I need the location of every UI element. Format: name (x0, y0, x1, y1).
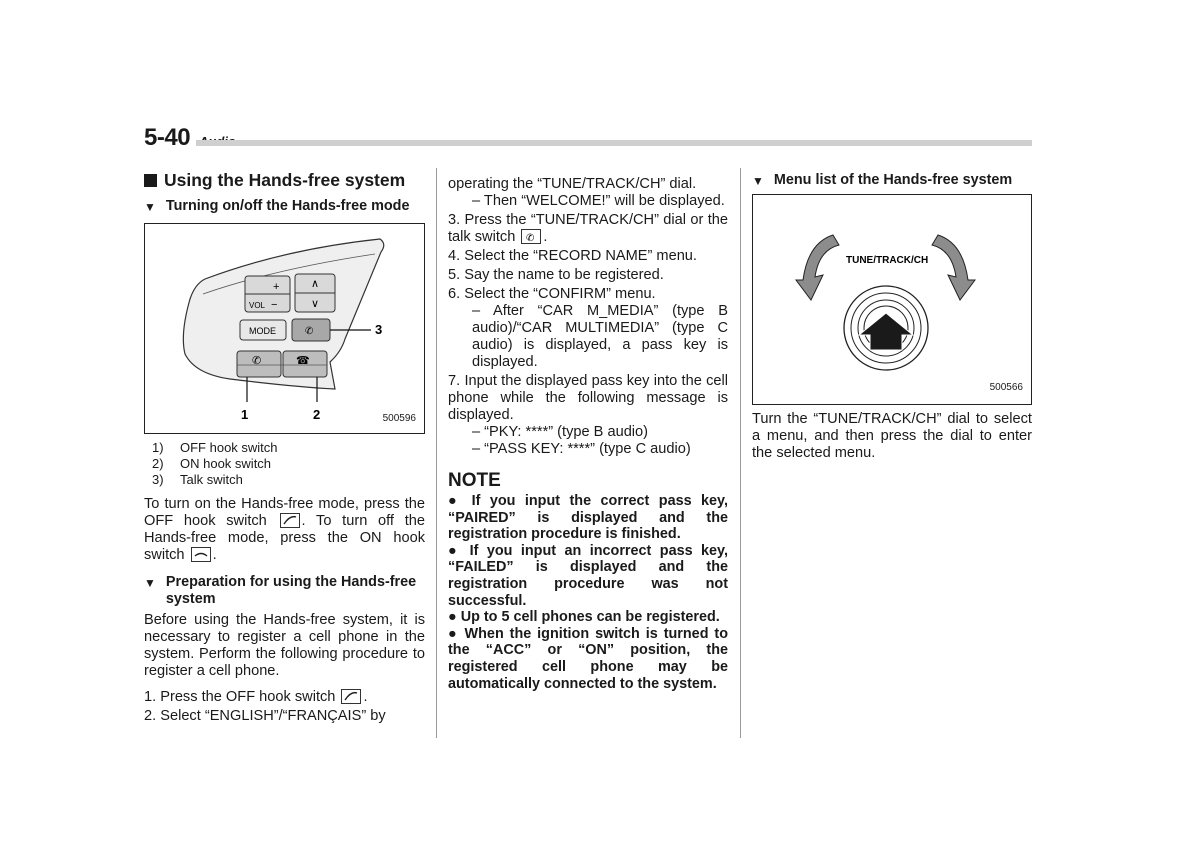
legend-item: 3) Talk switch (152, 472, 243, 487)
off-hook-icon (280, 513, 300, 528)
svg-text:✆: ✆ (305, 326, 314, 337)
subheading-on-off: ▼ Turning on/off the Hands-free mode (144, 198, 410, 214)
steering-switch-figure (144, 223, 425, 434)
passkey-message: – “PASS KEY: ****” (type C audio) (472, 441, 691, 457)
paragraph-dial: Turn the “TUNE/TRACK/CH” dial to select a menu, and then press the dial to enter the selected menu. (752, 411, 1032, 461)
note-item: ● When the ignition switch is turned to the “ACC” or “ON” position, the registered cell phone may be automatically connected to the system. (448, 625, 728, 692)
triangle-bullet-icon: ▼ (144, 576, 156, 590)
legend-item: 2) ON hook switch (152, 456, 272, 471)
step-3: 3. Press the “TUNE/TRACK/CH” dial or the talk switch ✆ . (448, 212, 728, 245)
column-1 (144, 172, 425, 725)
dial-figure (752, 194, 1032, 405)
column-2 (448, 176, 728, 692)
subheading-preparation: ▼ Preparation for using the Hands-free system (144, 574, 417, 607)
note-item: ● If you input an incorrect pass key, “FAILED” is displayed and the registration procedure was not successful. (448, 542, 728, 609)
down-label: ∨ (311, 298, 320, 310)
svg-text:☎: ☎ (296, 355, 310, 367)
after-note: – After “CAR M_MEDIA” (type B audio)/“CAR MULTIMEDIA” (type C audio) is displayed, a pass key is displayed. (472, 303, 728, 370)
subheading-menu-list: ▼ Menu list of the Hands-free system (752, 172, 1013, 188)
column-divider (436, 168, 437, 738)
note-title: NOTE (448, 470, 501, 491)
note-item: ● Up to 5 cell phones can be registered. (448, 609, 720, 626)
tune-dial-illustration (753, 195, 1031, 404)
paragraph-hands-free-mode: To turn on the Hands-free mode, press the OFF hook switch . To turn off the Hands-free mode, press the ON hook switch . (144, 496, 425, 563)
on-hook-icon (191, 547, 211, 562)
header-rule (196, 140, 1032, 146)
plus-label: + (273, 281, 280, 293)
welcome-note: – Then “WELCOME!” will be displayed. (472, 193, 725, 209)
column-divider (740, 168, 741, 738)
step-2-continued: operating the “TUNE/TRACK/CH” dial. (448, 176, 697, 192)
section-title: Using the Hands-free system (144, 172, 425, 189)
column-3 (752, 170, 1032, 462)
step-6: 6. Select the “CONFIRM” menu. (448, 286, 656, 302)
step-2: 2. Select “ENGLISH”/“FRANÇAIS” by (144, 708, 386, 724)
callout-2: 2 (313, 407, 321, 422)
off-hook-icon (341, 689, 361, 704)
figure-legend (152, 440, 425, 488)
step-4: 4. Select the “RECORD NAME” menu. (448, 248, 697, 264)
page-number: 5-40 (144, 124, 191, 151)
figure-code: 500566 (989, 382, 1023, 393)
steering-switch-illustration (145, 224, 424, 433)
triangle-bullet-icon: ▼ (752, 174, 764, 188)
callout-3: 3 (375, 322, 383, 337)
paragraph-preparation: Before using the Hands-free system, it is necessary to register a cell phone in the system. Perform the following procedure to register a cell phone. (144, 612, 425, 679)
figure-code: 500596 (382, 413, 416, 424)
note-item: ● If you input the correct pass key, “PAIRED” is displayed and the registration procedure is finished. (448, 493, 728, 543)
step-7: 7. Input the displayed pass key into the cell phone while the following message is displayed. (448, 373, 728, 423)
svg-text:✆: ✆ (526, 233, 535, 243)
mode-label: MODE (249, 326, 276, 336)
square-bullet-icon (144, 174, 157, 187)
pky-message: – “PKY: ****” (type B audio) (472, 424, 649, 440)
talk-switch-icon (521, 229, 541, 244)
minus-label: − (271, 299, 278, 311)
legend-item: 1) OFF hook switch (152, 440, 278, 455)
step-5: 5. Say the name to be registered. (448, 267, 664, 283)
vol-label: VOL (249, 301, 266, 310)
callout-1: 1 (241, 407, 249, 422)
step-1: 1. Press the OFF hook switch . (144, 689, 368, 705)
note-list (448, 493, 728, 692)
up-label: ∧ (311, 278, 320, 290)
triangle-bullet-icon: ▼ (144, 200, 156, 214)
svg-text:✆: ✆ (252, 355, 262, 367)
dial-label: TUNE/TRACK/CH (846, 255, 929, 266)
